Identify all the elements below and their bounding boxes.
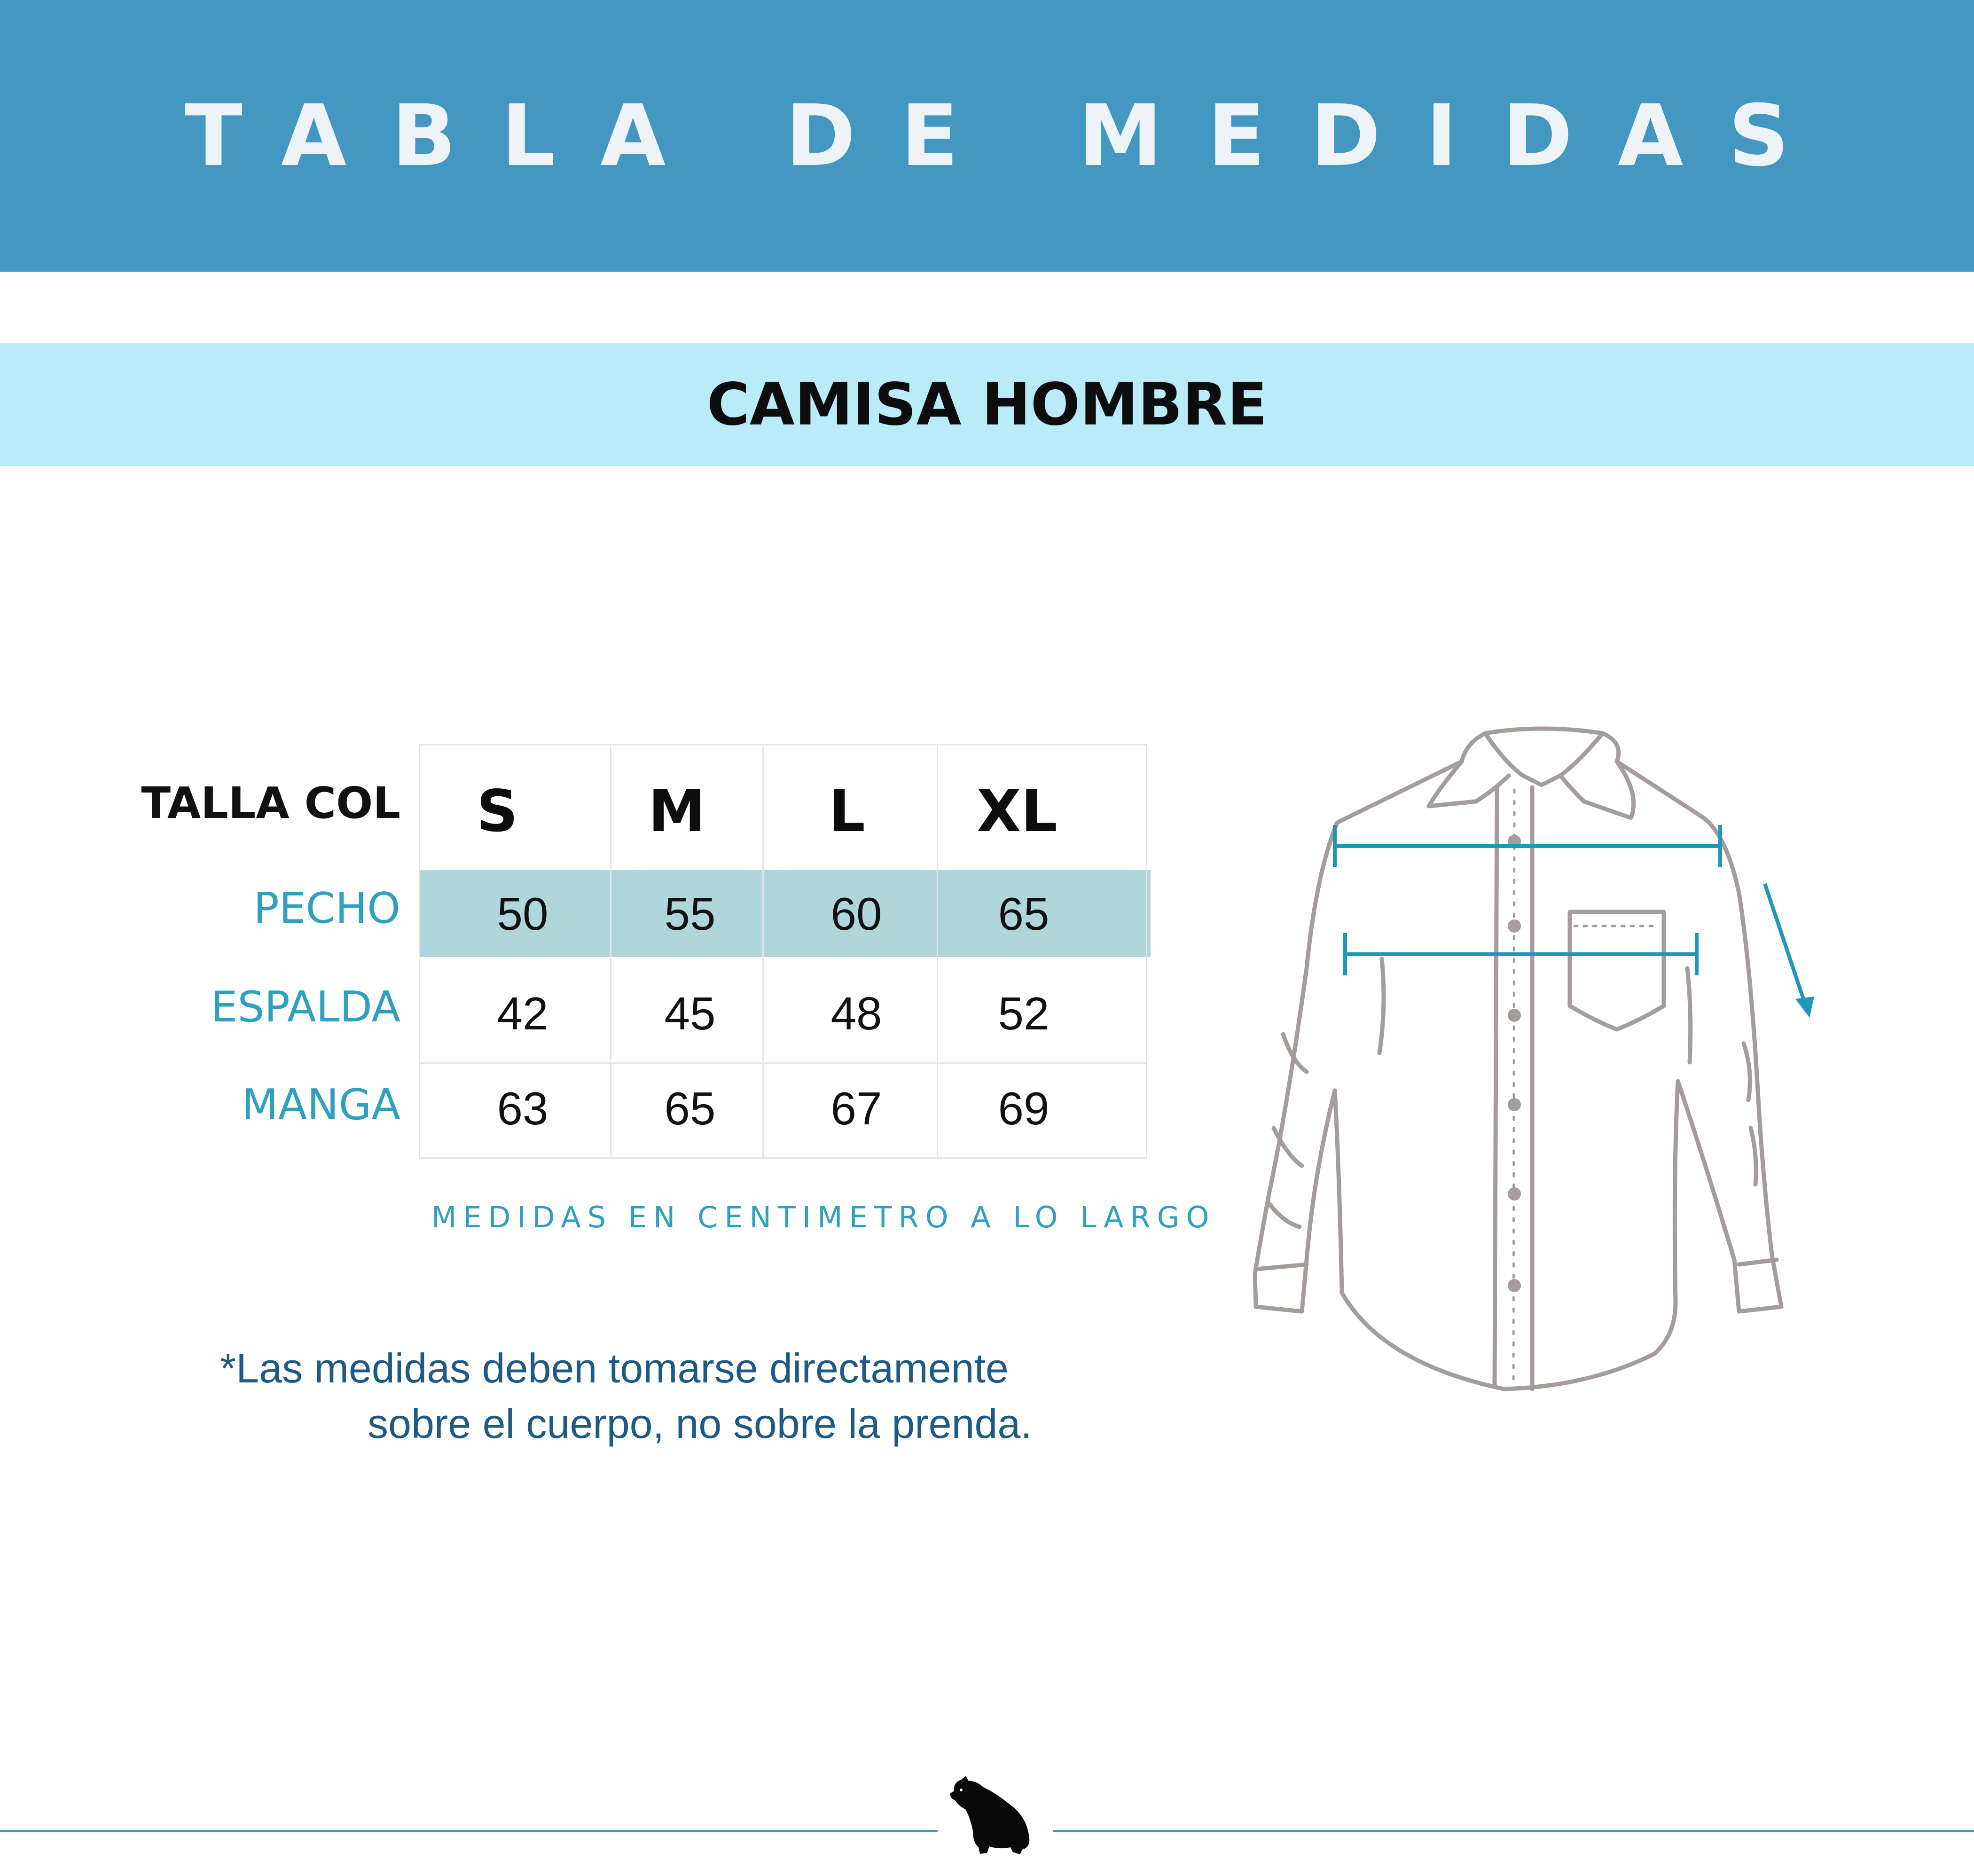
table-divider: [610, 744, 611, 1159]
shirt-measurement-icon: [1241, 705, 1842, 1420]
table-border-bottom: [419, 1157, 1147, 1159]
table-cell: 52: [998, 988, 1050, 1039]
footer-divider-left: [0, 1830, 938, 1832]
product-title: CAMISA HOMBRE: [706, 371, 1268, 439]
size-header-l: L: [829, 778, 865, 845]
table-divider: [762, 744, 764, 1159]
disclaimer-line-2: sobre el cuerpo, no sobre la prenda.: [368, 1400, 1032, 1447]
table-border-right: [1146, 744, 1147, 1159]
table-cell: 42: [497, 988, 548, 1039]
table-cell: 69: [998, 1083, 1050, 1134]
table-cell: 45: [664, 988, 716, 1039]
table-cell: 67: [830, 1083, 882, 1134]
size-header-xl: XL: [977, 778, 1058, 845]
table-border-left: [419, 744, 420, 1159]
size-corner-label: TALLA COL: [141, 778, 400, 828]
row-label-pecho: PECHO: [253, 884, 400, 933]
page-title: TABLA DE MEDIDAS: [185, 86, 1834, 185]
table-border-top: [419, 744, 1147, 746]
row-label-espalda: ESPALDA: [211, 982, 400, 1032]
table-cell: 50: [497, 888, 548, 940]
header-banner: [0, 0, 1974, 272]
disclaimer-line-1: *Las medidas deben tomarse directamente: [220, 1345, 1009, 1391]
row-label-manga: MANGA: [242, 1080, 400, 1130]
capybara-logo-icon: [945, 1772, 1039, 1857]
size-header-s: S: [477, 778, 518, 845]
table-cell: 60: [830, 888, 882, 940]
table-cell: 65: [998, 888, 1050, 940]
units-note: MEDIDAS EN CENTIMETRO A LO LARGO: [431, 1200, 1216, 1234]
table-cell: 65: [664, 1083, 716, 1134]
product-banner: [0, 343, 1974, 466]
table-cell: 55: [664, 888, 716, 940]
table-cell: 48: [830, 988, 882, 1039]
size-header-m: M: [648, 778, 705, 845]
table-divider: [937, 744, 938, 1159]
footer-divider-right: [1053, 1830, 1974, 1832]
table-cell: 63: [497, 1083, 548, 1134]
table-divider: [419, 1062, 1147, 1064]
